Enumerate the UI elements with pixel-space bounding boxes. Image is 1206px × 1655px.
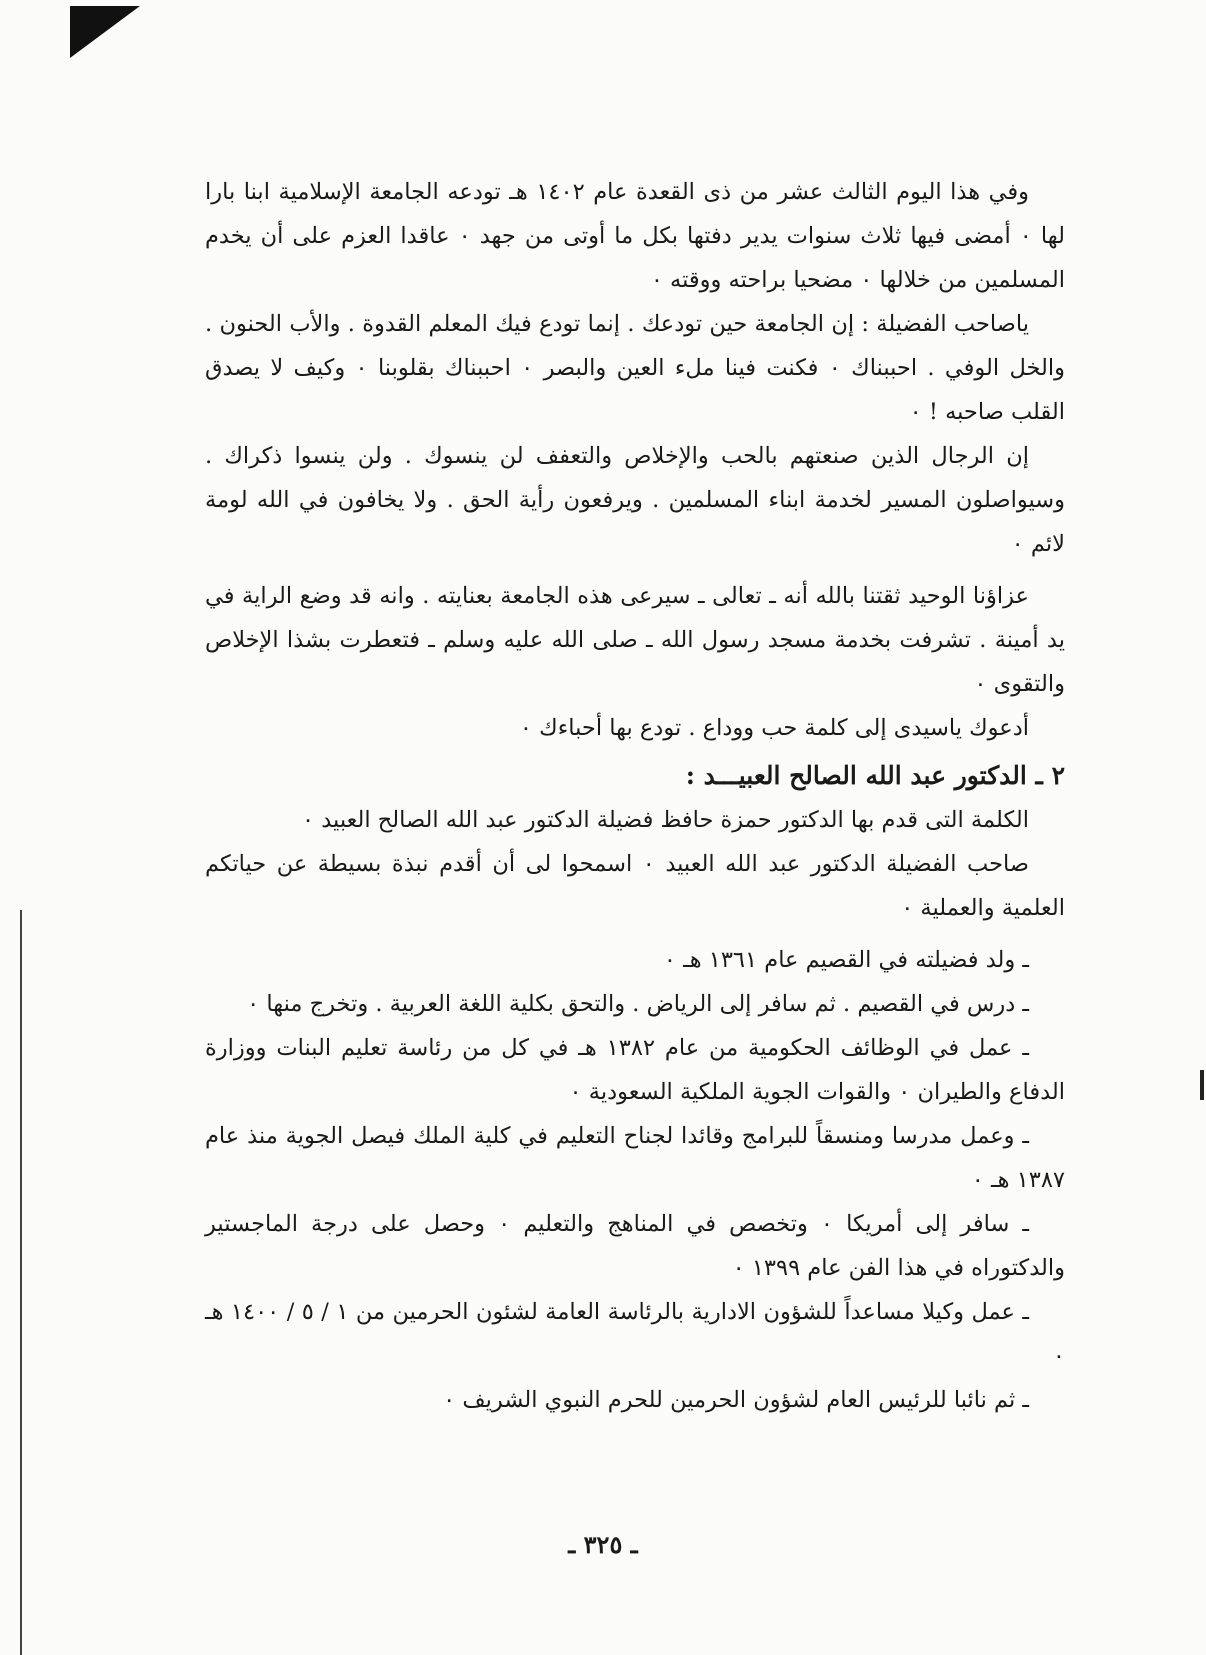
scan-edge-mark (1200, 1070, 1204, 1100)
paragraph-farewell-intro: وفي هذا اليوم الثالث عشر من ذى القعدة عام ١٤٠٢ هـ تودعه الجامعة الإسلامية ابنا بارا لها ٠ أمضى فيها ثلاث سنوات يدير دفتها بكل ما أوتى من جهد ٠ عاقدا العزم على أن يخدم المسلمين من خلالها ٠ مضحيا براحته ووقته ٠ (205, 179, 1066, 293)
corner-registration-mark (70, 6, 140, 58)
section-heading: ٢ ـ الدكتور عبد الله الصالح العبيـــد : (685, 761, 1065, 790)
intro-address: صاحب الفضيلة الدكتور عبد الله العبيد ٠ اسمحوا لى أن أقدم نبذة بسيطة عن حياتكم العلمية والعملية ٠ (205, 851, 1065, 921)
paragraph-consolation: عزاؤنا الوحيد ثقتنا بالله أنه ـ تعالى ـ سيرعى هذه الجامعة بعنايته . وانه قد وضع الراية في يد أمينة . تشرفت بخدمة مسجد رسول الله ـ صلى الله عليه وسلم ـ فتعطرت بشذا الإخلاص والتقوى ٠ (205, 583, 1065, 697)
bio-item: ـ ولد فضيلته في القصيم عام ١٣٦١ هـ ٠ (663, 947, 1029, 973)
intro-line: الكلمة التى قدم بها الدكتور حمزة حافظ فضيلة الدكتور عبد الله الصالح العبيد ٠ (302, 807, 1029, 833)
bio-item: ـ سافر إلى أمريكا ٠ وتخصص في المناهج والتعليم ٠ وحصل على درجة الماجستير والدكتوراه في هذا الفن عام ١٣٩٩ ٠ (205, 1211, 1065, 1281)
bio-item: ـ وعمل مدرسا ومنسقاً للبرامج وقائدا لجناح التعليم في كلية الملك فيصل الجوية منذ عام ١٣٨٧ هـ ٠ (205, 1123, 1065, 1193)
bio-item: ـ عمل في الوظائف الحكومية من عام ١٣٨٢ هـ في كل من رئاسة تعليم البنات ووزارة الدفاع والطيران ٠ والقوات الجوية الملكية السعودية ٠ (205, 1035, 1065, 1105)
bio-item: ـ ثم نائبا للرئيس العام لشؤون الحرمين للحرم النبوي الشريف ٠ (443, 1387, 1029, 1413)
bio-item: ـ درس في القصيم . ثم سافر إلى الرياض . والتحق بكلية اللغة العربية . وتخرج منها ٠ (247, 991, 1029, 1017)
paragraph-address: ياصاحب الفضيلة : إن الجامعة حين تودعك . إنما تودع فيك المعلم القدوة . والأب الحنون . والخل الوفي . احببناك ٠ فكنت فينا ملء العين والبصر ٠ احببناك بقلوبنا ٠ وكيف لا يصدق القلب صاحبه ! ٠ (205, 311, 1065, 425)
paragraph-men: إن الرجال الذين صنعتهم بالحب والإخلاص والتعفف لن ينسوك . ولن ينسوا ذكراك . وسيواصلون المسير لخدمة ابناء المسلمين . ويرفعون رأية الحق . ولا يخافون في الله لومة لائم ٠ (205, 443, 1065, 557)
page-number: ـ ٣٢٥ ـ (568, 1530, 638, 1559)
paragraph-invitation: أدعوك ياسيدى إلى كلمة حب ووداع . تودع بها أحباءك ٠ (519, 715, 1029, 741)
page-body (205, 170, 1065, 1422)
bio-item: ـ عمل وكيلا مساعداً للشؤون الادارية بالرئاسة العامة لشئون الحرمين من ١ / ٥ / ١٤٠٠ هـ ٠ (205, 1299, 1065, 1369)
